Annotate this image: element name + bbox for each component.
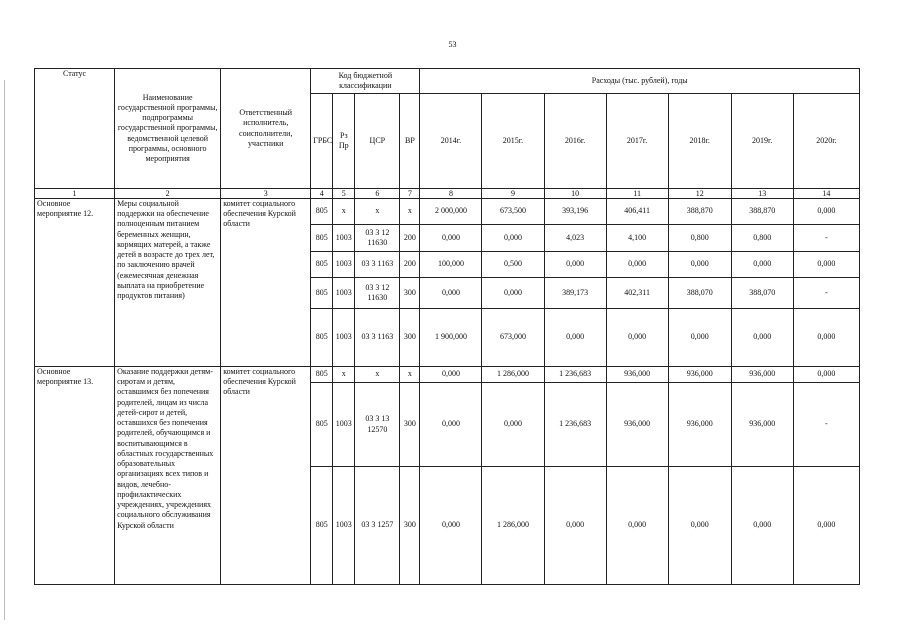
header-expenses: Расходы (тыс. рублей), годы <box>420 69 860 94</box>
value-cell: 0,000 <box>544 252 606 278</box>
value-cell: 393,196 <box>544 199 606 225</box>
header-year: 2014г. <box>420 94 482 189</box>
csr-cell: х <box>355 199 400 225</box>
value-cell: 1 286,000 <box>482 467 544 585</box>
column-number: 2 <box>115 189 221 199</box>
csr-cell: 03 3 12 11630 <box>355 225 400 252</box>
column-number: 7 <box>400 189 420 199</box>
grbs-cell: 805 <box>311 252 333 278</box>
value-cell: - <box>793 225 859 252</box>
value-cell: 388,870 <box>731 199 793 225</box>
vr-cell: х <box>400 199 420 225</box>
csr-cell: 03 3 13 12570 <box>355 383 400 467</box>
value-cell: 936,000 <box>606 383 668 467</box>
header-name: Наименование государственной программы, подпрограммы государственной программы, ведомственной целевой программы, основного мероприятия <box>115 69 221 189</box>
rzpr-cell: 1003 <box>333 309 355 367</box>
value-cell: 100,000 <box>420 252 482 278</box>
rzpr-cell: 1003 <box>333 383 355 467</box>
csr-cell: 03 3 12 11630 <box>355 278 400 309</box>
value-cell: 0,000 <box>482 225 544 252</box>
value-cell: 1 286,000 <box>482 367 544 383</box>
header-rzpr: Рз Пр <box>333 94 355 189</box>
header-responsible: Ответственный исполнитель, соисполнители, участники <box>221 69 311 189</box>
vr-cell: 300 <box>400 278 420 309</box>
value-cell: 0,000 <box>793 252 859 278</box>
value-cell: 4,023 <box>544 225 606 252</box>
header-year: 2016г. <box>544 94 606 189</box>
value-cell: 0,000 <box>793 467 859 585</box>
value-cell: - <box>793 383 859 467</box>
csr-cell: 03 3 1163 <box>355 309 400 367</box>
column-number: 10 <box>544 189 606 199</box>
value-cell: 0,000 <box>668 252 731 278</box>
value-cell: 0,000 <box>420 467 482 585</box>
value-cell: 388,070 <box>668 278 731 309</box>
table-row <box>35 367 860 383</box>
value-cell: 0,000 <box>793 309 859 367</box>
column-number: 11 <box>606 189 668 199</box>
column-number: 5 <box>333 189 355 199</box>
header-year: 2019г. <box>731 94 793 189</box>
value-cell: 0,000 <box>420 278 482 309</box>
value-cell: 0,000 <box>731 252 793 278</box>
value-cell: 4,100 <box>606 225 668 252</box>
rzpr-cell: х <box>333 367 355 383</box>
column-number: 12 <box>668 189 731 199</box>
value-cell: 1 236,683 <box>544 367 606 383</box>
value-cell: 0,000 <box>793 199 859 225</box>
header-year: 2020г. <box>793 94 859 189</box>
page-number: 53 <box>448 40 457 49</box>
vr-cell: 200 <box>400 225 420 252</box>
value-cell: 1 236,683 <box>544 383 606 467</box>
column-number: 1 <box>35 189 115 199</box>
rzpr-cell: х <box>333 199 355 225</box>
status-cell: Основное мероприятие 12. <box>35 199 115 367</box>
grbs-cell: 805 <box>311 383 333 467</box>
csr-cell: 03 3 1257 <box>355 467 400 585</box>
value-cell: 406,411 <box>606 199 668 225</box>
name-cell: Оказание поддержки детям-сиротам и детям, оставшимся без попечения родителей, лицам из числа детей-сирот и детей, оставшихся без попечения родителей, обучающимся и воспитывающимся в областных государственных образовательных организациях всех типов и видов, лечебно-профилактических учреждениях, учреждениях социального обслуживания Курской области <box>115 367 221 585</box>
value-cell: 0,000 <box>731 309 793 367</box>
header-year: 2018г. <box>668 94 731 189</box>
value-cell: 0,800 <box>668 225 731 252</box>
value-cell: 936,000 <box>668 383 731 467</box>
value-cell: 388,870 <box>668 199 731 225</box>
value-cell: 2 000,000 <box>420 199 482 225</box>
value-cell: 0,000 <box>606 309 668 367</box>
header-year: 2017г. <box>606 94 668 189</box>
grbs-cell: 805 <box>311 367 333 383</box>
value-cell: 673,000 <box>482 309 544 367</box>
grbs-cell: 805 <box>311 199 333 225</box>
responsible-cell: комитет социального обеспечения Курской области <box>221 367 311 585</box>
csr-cell: 03 3 1163 <box>355 252 400 278</box>
rzpr-cell: 1003 <box>333 225 355 252</box>
value-cell: 936,000 <box>731 367 793 383</box>
grbs-cell: 805 <box>311 467 333 585</box>
value-cell: 936,000 <box>668 367 731 383</box>
column-number: 6 <box>355 189 400 199</box>
value-cell: 0,000 <box>544 309 606 367</box>
header-csr: ЦСР <box>355 94 400 189</box>
vr-cell: 300 <box>400 309 420 367</box>
rzpr-cell: 1003 <box>333 467 355 585</box>
value-cell: 0,000 <box>482 278 544 309</box>
header-vr: ВР <box>400 94 420 189</box>
budget-table <box>34 68 860 585</box>
value-cell: 0,000 <box>482 383 544 467</box>
vr-cell: 300 <box>400 467 420 585</box>
status-cell: Основное мероприятие 13. <box>35 367 115 585</box>
value-cell: 0,000 <box>606 252 668 278</box>
column-number: 9 <box>482 189 544 199</box>
column-number: 4 <box>311 189 333 199</box>
grbs-cell: 805 <box>311 225 333 252</box>
vr-cell: 200 <box>400 252 420 278</box>
value-cell: 402,311 <box>606 278 668 309</box>
rzpr-cell: 1003 <box>333 252 355 278</box>
column-number: 3 <box>221 189 311 199</box>
header-grbs: ГРБС <box>311 94 333 189</box>
value-cell: 0,000 <box>668 467 731 585</box>
responsible-cell: комитет социального обеспечения Курской области <box>221 199 311 367</box>
value-cell: - <box>793 278 859 309</box>
value-cell: 936,000 <box>606 367 668 383</box>
value-cell: 0,000 <box>544 467 606 585</box>
name-cell: Меры социальной поддержки на обеспечение полноценным питанием беременных женщин, кормящих матерей, а также детей в возрасте до трех лет, по заключению врачей (ежемесячная денежная выплата на приобретение продуктов питания) <box>115 199 221 367</box>
value-cell: 936,000 <box>731 383 793 467</box>
value-cell: 389,173 <box>544 278 606 309</box>
column-number: 14 <box>793 189 859 199</box>
header-year: 2015г. <box>482 94 544 189</box>
value-cell: 0,800 <box>731 225 793 252</box>
header-budget-code: Код бюджетной классификации <box>311 69 420 94</box>
value-cell: 0,000 <box>731 467 793 585</box>
value-cell: 0,000 <box>668 309 731 367</box>
value-cell: 0,500 <box>482 252 544 278</box>
value-cell: 0,000 <box>420 367 482 383</box>
column-number: 8 <box>420 189 482 199</box>
value-cell: 673,500 <box>482 199 544 225</box>
scan-edge-line <box>4 80 5 620</box>
value-cell: 0,000 <box>793 367 859 383</box>
table-row <box>35 199 860 225</box>
value-cell: 388,070 <box>731 278 793 309</box>
vr-cell: 300 <box>400 383 420 467</box>
grbs-cell: 805 <box>311 309 333 367</box>
vr-cell: х <box>400 367 420 383</box>
value-cell: 0,000 <box>420 383 482 467</box>
value-cell: 0,000 <box>606 467 668 585</box>
header-status: Статус <box>35 69 115 189</box>
value-cell: 0,000 <box>420 225 482 252</box>
column-number: 13 <box>731 189 793 199</box>
rzpr-cell: 1003 <box>333 278 355 309</box>
csr-cell: х <box>355 367 400 383</box>
column-number-row <box>35 189 860 199</box>
grbs-cell: 805 <box>311 278 333 309</box>
value-cell: 1 900,000 <box>420 309 482 367</box>
